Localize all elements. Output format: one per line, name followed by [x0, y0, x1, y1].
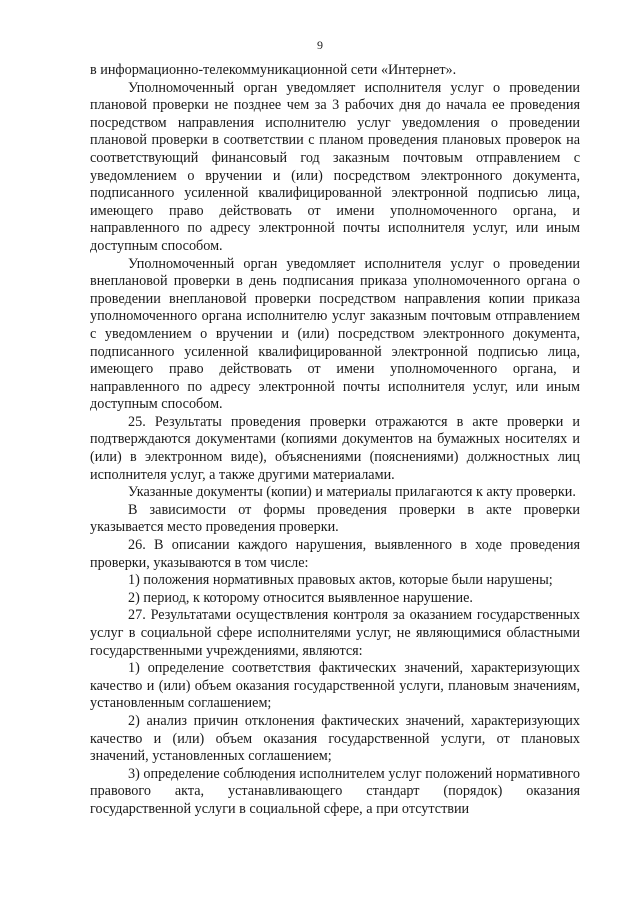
paragraph-clause-27-item-3: 3) определение соблюдения исполнителем услуг положений нормативного правового акта, устанавливающего стандарт (порядок) оказания государственной услуги в социальной сфере, а при отсутствии — [90, 765, 580, 817]
paragraph-clause-27: 27. Результатами осуществления контроля за оказанием государственных услуг в социальной сфере исполнителями услуг, не являющимися областными государственными учреждениями, являются: — [90, 607, 580, 659]
document-body — [90, 62, 580, 819]
paragraph-unplanned-inspection-notice: Уполномоченный орган уведомляет исполнителя услуг о проведении внеплановой проверки в день подписания приказа уполномоченного органа о проведении внеплановой проверки посредством направления копии приказа уполномоченного органа исполнителю услуг заказным почтовым отправлением с уведомлением о вручении и (или) посредством электронного документа, подписанного усиленной квалифицированной электронной подписью лица, имеющего право действовать от имени уполномоченного органа, и направленного по адресу электронной почты исполнителя услуг, или иным доступным способом. — [90, 255, 580, 413]
paragraph-inspection-place: В зависимости от формы проведения проверки в акте проверки указывается место проведения проверки. — [90, 501, 580, 536]
paragraph-clause-26-item-1: 1) положения нормативных правовых актов, которые были нарушены; — [128, 572, 553, 589]
paragraph-clause-26-item-2: 2) период, к которому относится выявленное нарушение. — [128, 589, 473, 606]
paragraph-clause-25: 25. Результаты проведения проверки отражаются в акте проверки и подтверждаются документами (копиями документов на бумажных носителях и (или) в электронном виде), объяснениями (пояснениями) должностных лиц исполнителя услуг, а также другими материалами. — [90, 413, 580, 483]
paragraph-documents-attached: Указанные документы (копии) и материалы прилагаются к акту проверки. — [128, 484, 576, 501]
paragraph-continuation: в информационно-телекоммуникационной сети «Интернет». — [90, 62, 457, 78]
paragraph-clause-26: 26. В описании каждого нарушения, выявленного в ходе проведения проверки, указываются в том числе: — [90, 537, 580, 571]
paragraph-planned-inspection-notice: Уполномоченный орган уведомляет исполнителя услуг о проведении плановой проверки не позднее чем за 3 рабочих дня до начала ее проведения посредством направления исполнителю услуг уведомления о проведении плановой проверки в соответствии с планом проведения плановых проверок на соответствующий финансовый год заказным почтовым отправлением с уведомлением о вручении и (или) посредством электронного документа, подписанного усиленной квалифицированной электронной подписью лица, имеющего право действовать от имени уполномоченного органа, и направленного по адресу электронной почты исполнителя услуг, или иным доступным способом. — [90, 79, 580, 254]
paragraph-clause-27-item-2: 2) анализ причин отклонения фактических значений, характеризующих качество и (или) объем оказания государственной услуги, от плановых значений, установленных соглашением; — [90, 712, 580, 765]
paragraph-clause-27-item-1: 1) определение соответствия фактических значений, характеризующих качество и (или) объем оказания государственной услуги, плановым значениям, установленным соглашением; — [90, 660, 580, 712]
page-number: 9 — [317, 38, 323, 52]
